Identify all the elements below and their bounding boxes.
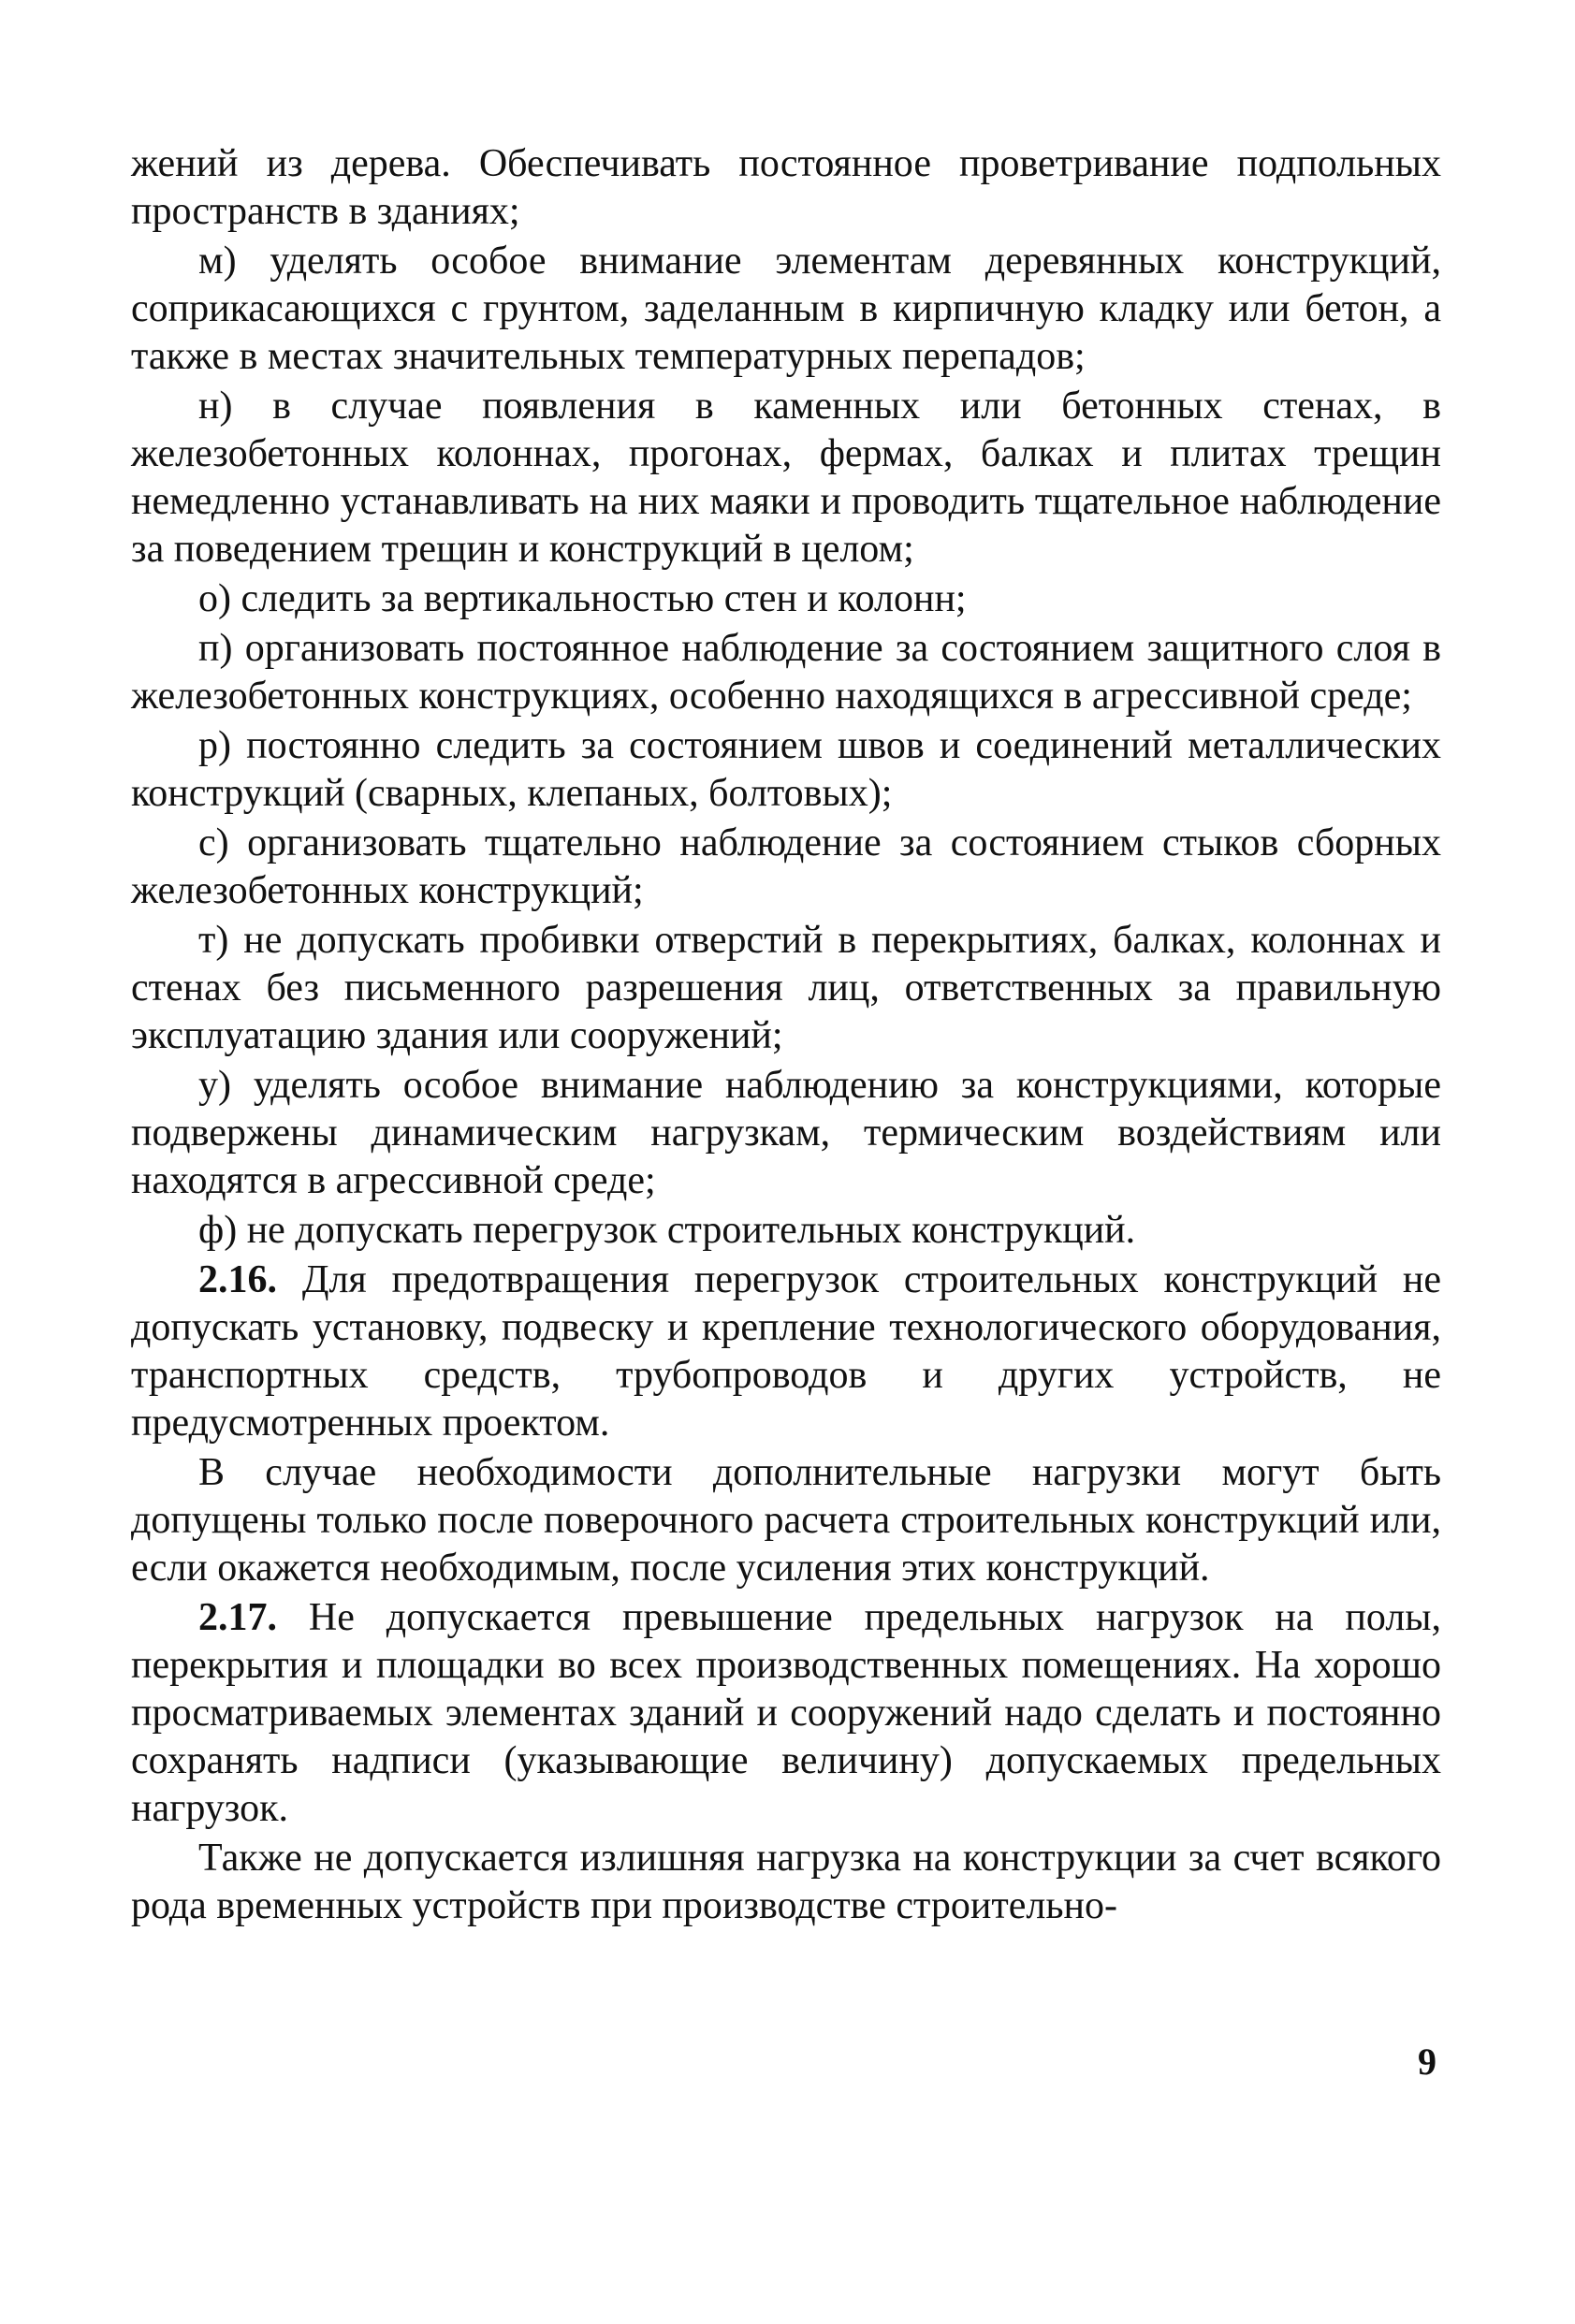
list-item-t: т) не допускать пробивки отверстий в перекрытиях, балках, колоннах и стенах без письменного разрешения лиц, ответственных за правильную эксплуатацию здания или сооружений; (131, 919, 1441, 1057)
list-item-o: о) следить за вертикальностью стен и колонн; (198, 577, 967, 620)
section-2-16-continued: В случае необходимости дополнительные нагрузки могут быть допущены только после поверочного расчета строительных конструкций или, если окажется необходимым, после усиления этих конструкций. (131, 1451, 1441, 1590)
section-2-17 (131, 1594, 1441, 1833)
list-item-p: п) организовать постоянное наблюдение за состоянием защитного слоя в железобетонных конструкциях, особенно находящихся в агрессивной среде; (131, 627, 1441, 718)
section-2-17-continued: Также не допускается излишняя нагрузка на конструкции за счет всякого рода временных устройств при производстве строительно- (131, 1837, 1441, 1927)
section-text: Для предотвращения перегрузок строительных конструкций не допускать установку, подвеску и крепление технологического оборудования, транспортных средств, трубопроводов и других устройств, не предусмотренных проектом. (131, 1258, 1441, 1445)
body-text (131, 140, 1441, 1932)
list-item-r: р) постоянно следить за состоянием швов и соединений металлических конструкций (сварных, клепаных, болтовых); (131, 724, 1441, 815)
section-number: 2.16. (198, 1258, 277, 1301)
section-text: Не допускается превышение предельных нагрузок на полы, перекрытия и площадки во всех производственных помещениях. На хорошо просматриваемых элементах зданий и сооружений надо сделать и постоянно сохранять надписи (указывающие величину) допускаемых предельных нагрузок. (131, 1596, 1441, 1830)
page-number: 9 (1418, 2041, 1436, 2083)
list-item-s: с) организовать тщательно наблюдение за состоянием стыков сборных железобетонных конструкций; (131, 821, 1441, 912)
section-number: 2.17. (198, 1596, 277, 1639)
section-2-16 (131, 1256, 1441, 1447)
list-item-m: м) уделять особое внимание элементам деревянных конструкций, соприкасающихся с грунтом, заделанным в кирпичную кладку или бетон, а также в местах значительных температурных перепадов; (131, 240, 1441, 378)
list-item-f: ф) не допускать перегрузок строительных конструкций. (198, 1209, 1136, 1252)
paragraph-continuation: жений из дерева. Обеспечивать постоянное проветривание подпольных пространств в зданиях; (131, 142, 1441, 233)
list-item-u: у) уделять особое внимание наблюдению за конструкциями, которые подвержены динамическим нагрузкам, термическим воздействиям или находятся в агрессивной среде; (131, 1064, 1441, 1202)
list-item-n: н) в случае появления в каменных или бетонных стенах, в железобетонных колоннах, прогонах, фермах, балках и плитах трещин немедленно устанавливать на них маяки и проводить тщательное наблюдение за поведением трещин и конструкций в целом; (131, 385, 1441, 571)
